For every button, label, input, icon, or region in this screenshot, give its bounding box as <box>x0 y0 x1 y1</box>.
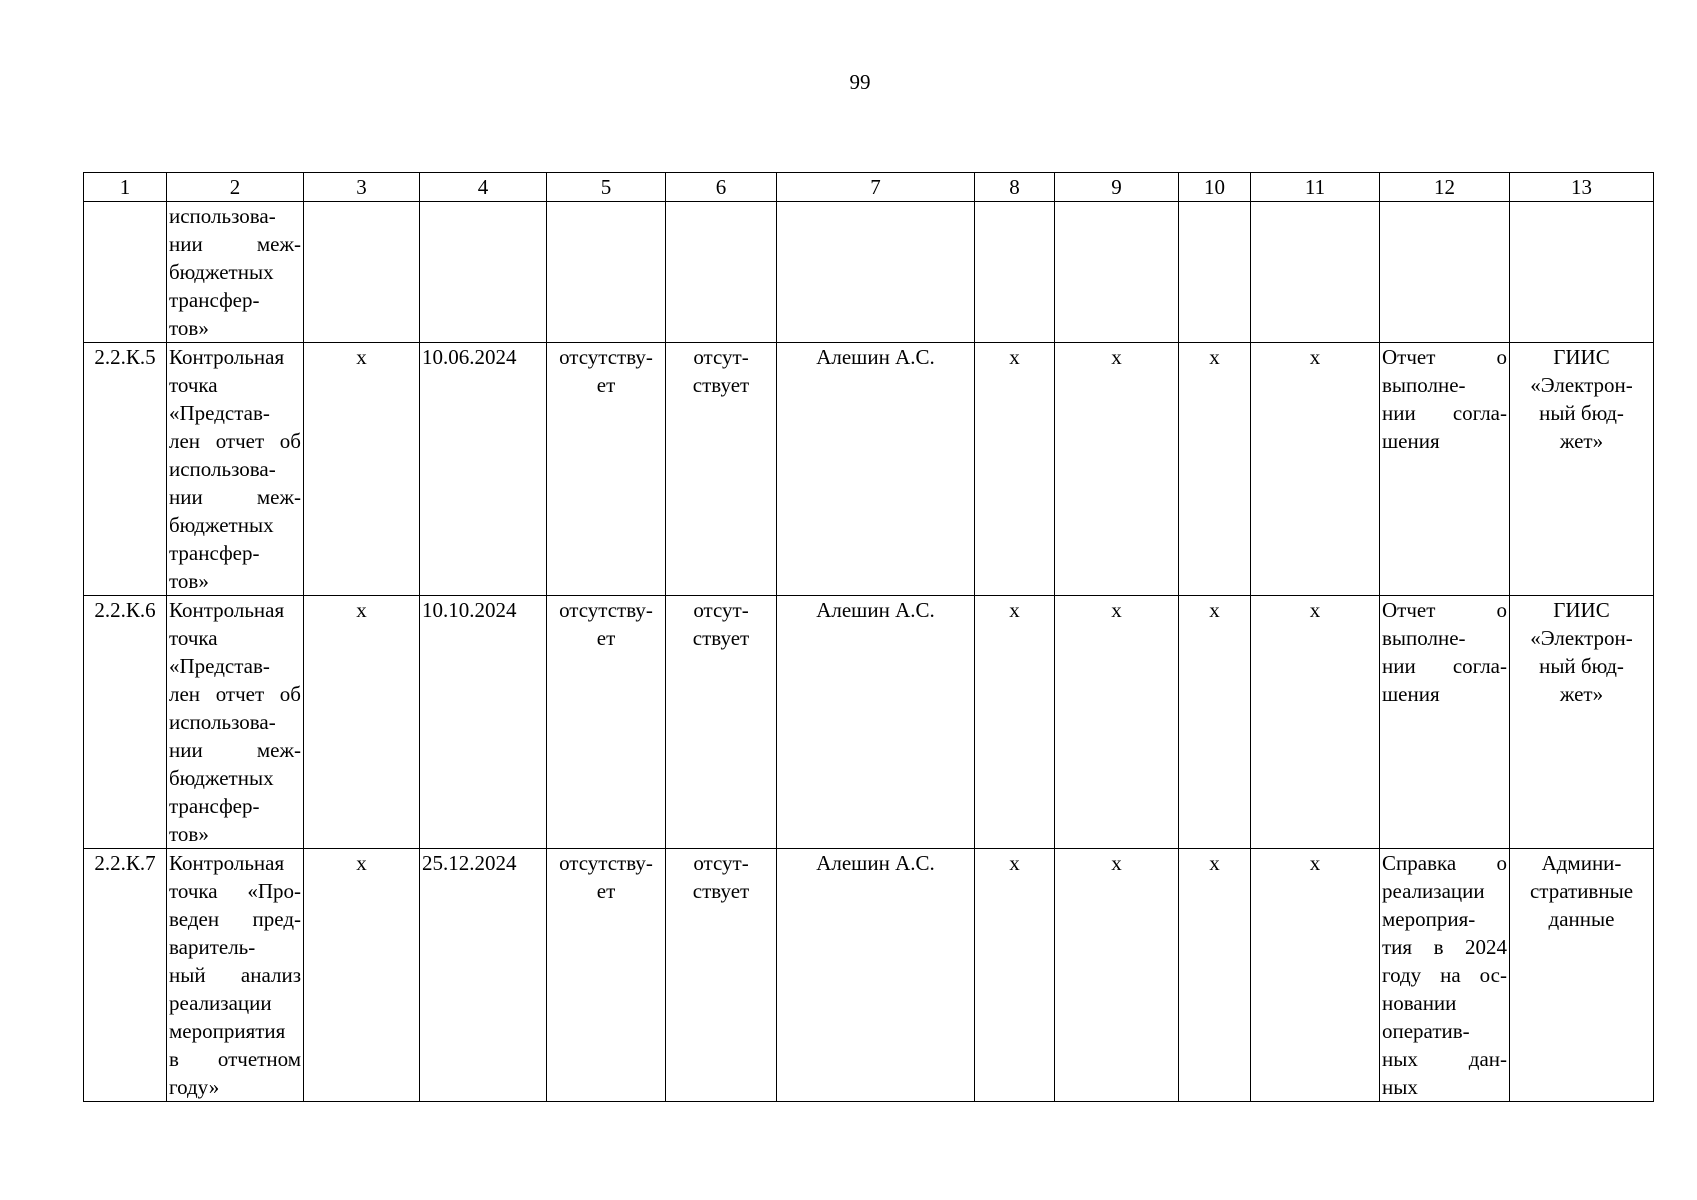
cell-line: Отчет о <box>1382 345 1507 369</box>
cell-line: точка <box>169 626 218 650</box>
cell-col-10 <box>1179 202 1251 343</box>
cell-line: использова- <box>169 710 276 734</box>
cell-col-12 <box>1380 343 1510 596</box>
cell-line: шения <box>1382 682 1440 706</box>
cell-line: Контрольная <box>169 345 285 369</box>
cell-col-1 <box>84 202 167 343</box>
cell-col-11: x <box>1251 596 1380 849</box>
table-row <box>84 596 1654 849</box>
cell-line: ГИИС <box>1553 598 1610 622</box>
cell-col-8: x <box>975 596 1055 849</box>
column-header-5: 5 <box>547 173 666 202</box>
cell-line: ный анализ <box>169 963 301 987</box>
cell-col-1: 2.2.К.5 <box>84 343 167 596</box>
cell-col-2 <box>167 202 304 343</box>
cell-line: Контрольная <box>169 851 285 875</box>
column-header-13: 13 <box>1510 173 1654 202</box>
cell-line: Контрольная <box>169 598 285 622</box>
cell-line: «Электрон- <box>1530 626 1633 650</box>
cell-col-4 <box>420 202 547 343</box>
cell-line: нии меж- <box>169 485 301 509</box>
cell-line: выполне- <box>1382 373 1466 397</box>
cell-line: тов» <box>169 822 209 846</box>
cell-line: ет <box>596 879 616 903</box>
cell-line: выполне- <box>1382 626 1466 650</box>
cell-col-11: x <box>1251 343 1380 596</box>
cell-line: использова- <box>169 457 276 481</box>
column-header-4: 4 <box>420 173 547 202</box>
cell-col-2 <box>167 343 304 596</box>
cell-line: мероприя- <box>1382 907 1476 931</box>
cell-line: нии меж- <box>169 232 301 256</box>
cell-line: «Представ- <box>169 654 270 678</box>
cell-col-6 <box>666 343 777 596</box>
cell-line: оператив- <box>1382 1019 1470 1043</box>
cell-col-9: x <box>1055 343 1179 596</box>
cell-col-5 <box>547 202 666 343</box>
page-number: 99 <box>849 70 871 94</box>
cell-line: ет <box>596 626 616 650</box>
cell-col-6 <box>666 202 777 343</box>
cell-line: ный бюд- <box>1539 654 1624 678</box>
cell-col-3: x <box>304 343 420 596</box>
cell-line: лен отчет об <box>169 429 301 453</box>
cell-line: жет» <box>1559 429 1604 453</box>
cell-col-13 <box>1510 343 1654 596</box>
cell-col-10: x <box>1179 343 1251 596</box>
cell-line: нии меж- <box>169 738 301 762</box>
table-body <box>84 202 1654 1102</box>
cell-line: ГИИС <box>1553 345 1610 369</box>
cell-line: ет <box>596 373 616 397</box>
cell-line: тов» <box>169 569 209 593</box>
cell-col-5 <box>547 343 666 596</box>
cell-line: ствует <box>692 879 750 903</box>
table-header <box>84 173 1654 202</box>
cell-line: в отчетном <box>169 1047 301 1071</box>
cell-col-11 <box>1251 202 1380 343</box>
cell-line: трансфер- <box>169 288 260 312</box>
cell-line: веден пред- <box>169 907 301 931</box>
cell-line: ствует <box>692 626 750 650</box>
cell-col-9: x <box>1055 596 1179 849</box>
cell-col-1: 2.2.К.6 <box>84 596 167 849</box>
cell-col-6 <box>666 849 777 1102</box>
cell-line: бюджетных <box>169 513 274 537</box>
cell-col-8: x <box>975 849 1055 1102</box>
cell-line: точка <box>169 373 218 397</box>
cell-line: шения <box>1382 429 1440 453</box>
cell-line: трансфер- <box>169 794 260 818</box>
cell-col-3: x <box>304 596 420 849</box>
cell-line: тия в 2024 <box>1382 935 1507 959</box>
cell-col-8: x <box>975 343 1055 596</box>
cell-col-12 <box>1380 849 1510 1102</box>
cell-col-7: Алешин А.С. <box>777 849 975 1102</box>
cell-line: ный бюд- <box>1539 401 1624 425</box>
cell-line: году на ос- <box>1382 963 1507 987</box>
cell-line: использова- <box>169 204 276 228</box>
cell-col-10: x <box>1179 849 1251 1102</box>
cell-line: реализации <box>169 991 272 1015</box>
cell-col-3 <box>304 202 420 343</box>
header-row <box>84 173 1654 202</box>
column-header-10: 10 <box>1179 173 1251 202</box>
cell-line: отсут- <box>693 598 749 622</box>
cell-line: варитель- <box>169 935 256 959</box>
cell-line: стративные <box>1529 879 1634 903</box>
cell-col-8 <box>975 202 1055 343</box>
table-row <box>84 849 1654 1102</box>
cell-col-5 <box>547 596 666 849</box>
cell-col-13 <box>1510 596 1654 849</box>
column-header-12: 12 <box>1380 173 1510 202</box>
cell-col-3: x <box>304 849 420 1102</box>
cell-col-9 <box>1055 202 1179 343</box>
cell-line: Отчет о <box>1382 598 1507 622</box>
cell-col-5 <box>547 849 666 1102</box>
cell-col-4: 25.12.2024 <box>420 849 547 1102</box>
cell-line: бюджетных <box>169 766 274 790</box>
cell-line: точка «Про- <box>169 879 301 903</box>
cell-line: нии согла- <box>1382 654 1507 678</box>
cell-col-7: Алешин А.С. <box>777 343 975 596</box>
cell-col-4: 10.06.2024 <box>420 343 547 596</box>
cell-line: реализации <box>1382 879 1485 903</box>
cell-line: мероприятия <box>169 1019 286 1043</box>
cell-line: отсутству- <box>559 598 653 622</box>
cell-col-7: Алешин А.С. <box>777 596 975 849</box>
cell-col-6 <box>666 596 777 849</box>
cell-col-4: 10.10.2024 <box>420 596 547 849</box>
cell-line: Справка о <box>1382 851 1507 875</box>
table-row <box>84 343 1654 596</box>
cell-col-9: x <box>1055 849 1179 1102</box>
cell-line: жет» <box>1559 682 1604 706</box>
cell-col-13 <box>1510 202 1654 343</box>
table-row <box>84 202 1654 343</box>
cell-line: отсутству- <box>559 851 653 875</box>
column-header-2: 2 <box>167 173 304 202</box>
cell-line: отсут- <box>693 851 749 875</box>
cell-line: трансфер- <box>169 541 260 565</box>
column-header-9: 9 <box>1055 173 1179 202</box>
cell-col-12 <box>1380 596 1510 849</box>
cell-col-7 <box>777 202 975 343</box>
column-header-11: 11 <box>1251 173 1380 202</box>
cell-col-2 <box>167 849 304 1102</box>
cell-col-12 <box>1380 202 1510 343</box>
cell-line: новании <box>1382 991 1457 1015</box>
column-header-6: 6 <box>666 173 777 202</box>
cell-line: году» <box>169 1075 220 1099</box>
cell-col-13 <box>1510 849 1654 1102</box>
column-header-8: 8 <box>975 173 1055 202</box>
document-table <box>83 172 1654 1102</box>
cell-col-10: x <box>1179 596 1251 849</box>
cell-line: «Электрон- <box>1530 373 1633 397</box>
cell-line: данные <box>1548 907 1615 931</box>
cell-line: отсутству- <box>559 345 653 369</box>
cell-line: ных дан- <box>1382 1047 1507 1071</box>
cell-col-2 <box>167 596 304 849</box>
cell-line: лен отчет об <box>169 682 301 706</box>
cell-col-1: 2.2.К.7 <box>84 849 167 1102</box>
column-header-3: 3 <box>304 173 420 202</box>
column-header-1: 1 <box>84 173 167 202</box>
cell-line: ствует <box>692 373 750 397</box>
cell-line: «Представ- <box>169 401 270 425</box>
cell-line: Админи- <box>1541 851 1622 875</box>
cell-line: тов» <box>169 316 209 340</box>
cell-line: бюджетных <box>169 260 274 284</box>
column-header-7: 7 <box>777 173 975 202</box>
cell-line: ных <box>1382 1075 1418 1099</box>
cell-line: отсут- <box>693 345 749 369</box>
cell-line: нии согла- <box>1382 401 1507 425</box>
cell-col-11: x <box>1251 849 1380 1102</box>
